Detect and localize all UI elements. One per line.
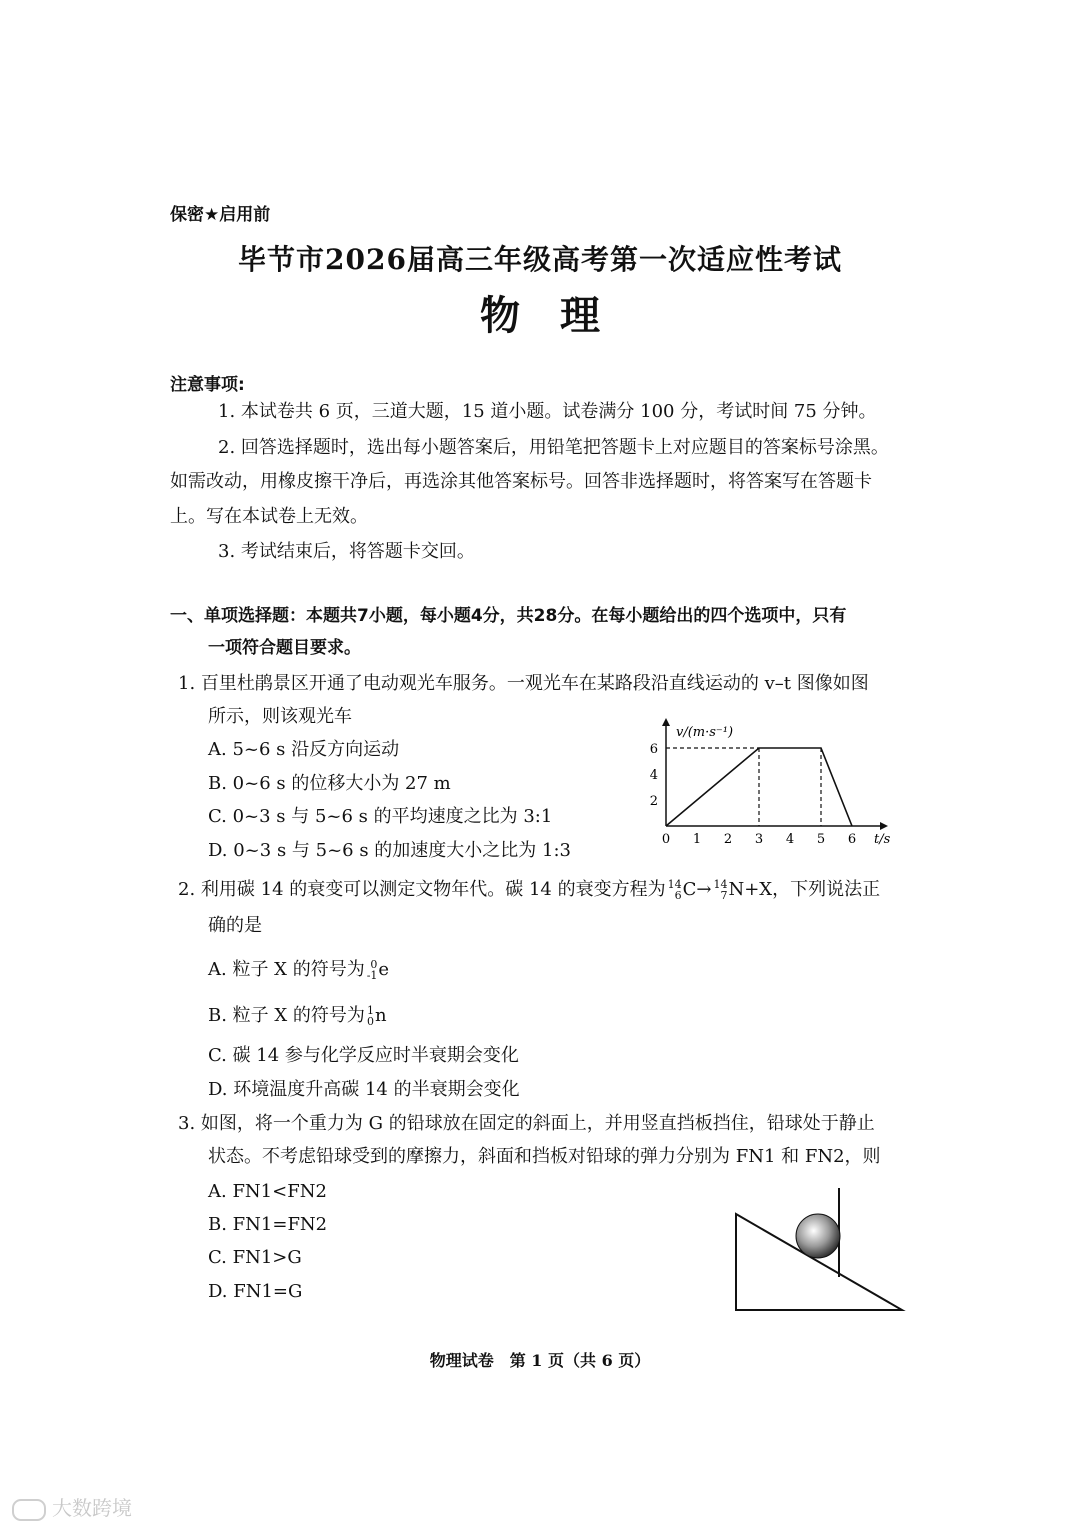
electron-charge-number: -1: [366, 969, 378, 982]
q2-stem-text-end: ，下列说法正: [772, 879, 881, 900]
watermark-logo-icon: [12, 1499, 46, 1521]
carbon-isotope-numbers: [668, 879, 682, 901]
neutron-numbers: [367, 1005, 374, 1027]
q2-stem-line-2: 确的是: [208, 915, 262, 936]
x-tick-label: 5: [816, 832, 826, 847]
notice-item-2-line-2: 如需改动，用橡皮擦干净后，再选涂其他答案标号。回答非选择题时，将答案写在答题卡: [170, 471, 872, 492]
nitrogen-isotope-numbers: [713, 879, 727, 901]
x-tick-label: 6: [847, 832, 857, 847]
q3-option-c: C. FN1>G: [208, 1247, 302, 1268]
page-footer: 物理试卷 第 1 页（共 6 页）: [429, 1351, 651, 1370]
y-tick-label: 6: [649, 742, 658, 757]
q1-option-b: B. 0~6 s 的位移大小为 27 m: [208, 773, 451, 794]
q3-stem-line-1: 3. 如图，将一个重力为 G 的铅球放在固定的斜面上，并用竖直挡板挡住，铅球处于静止: [178, 1113, 875, 1134]
q2-option-c: C. 碳 14 参与化学反应时半衰期会变化: [208, 1045, 519, 1066]
confidential-mark: 保密★启用前: [170, 205, 271, 225]
subject-title: 物理: [480, 292, 640, 339]
carbon-symbol: C: [682, 879, 697, 900]
x-tick-label: 4: [785, 832, 795, 847]
carbon-mass-number: 14: [667, 878, 682, 891]
exam-title: 毕节市2026届高三年级高考第一次适应性考试: [238, 243, 842, 276]
nitrogen-symbol: N: [728, 879, 745, 900]
y-axis-arrow: [662, 718, 670, 726]
q3-option-d: D. FN1=G: [208, 1281, 303, 1302]
neutron-mass-number: 1: [366, 1004, 374, 1017]
q1-stem-line-1: 1. 百里杜鹃景区开通了电动观光车服务。一观光车在某路段沿直线运动的 v–t 图像如图: [178, 673, 869, 694]
x-tick-label: 0: [661, 832, 671, 847]
q2-option-d: D. 环境温度升高碳 14 的半衰期会变化: [208, 1079, 520, 1100]
q1-option-c: C. 0~3 s 与 5~6 s 的平均速度之比为 3:1: [208, 806, 553, 827]
reaction-arrow: →: [696, 879, 712, 900]
watermark-text: 大数跨境: [52, 1496, 132, 1520]
watermark: [12, 1492, 132, 1521]
equation-tail: +X: [744, 879, 773, 900]
q2-option-a: [208, 958, 389, 982]
q1-option-d: D. 0~3 s 与 5~6 s 的加速度大小之比为 1:3: [208, 840, 571, 861]
notice-item-2-line-1: 2. 回答选择题时，选出每小题答案后，用铅笔把答题卡上对应题目的答案标号涂黑。: [218, 437, 889, 458]
notice-item-2-line-3: 上。写在本试卷上无效。: [170, 506, 368, 527]
neutron-charge-number: 0: [366, 1015, 374, 1028]
x-tick-label: 3: [754, 832, 764, 847]
q1-option-a: A. 5~6 s 沿反方向运动: [208, 739, 400, 760]
q3-option-b: B. FN1=FN2: [208, 1214, 328, 1235]
incline-diagram: [720, 1180, 920, 1320]
nitrogen-mass-number: 14: [713, 878, 728, 891]
electron-symbol: e: [378, 959, 390, 980]
q3-stem-line-2: 状态。不考虑铅球受到的摩擦力，斜面和挡板对铅球的弹力分别为 FN1 和 FN2，则: [208, 1146, 881, 1167]
notice-heading: 注意事项:: [170, 375, 245, 395]
vt-chart: [640, 712, 900, 852]
electron-mass-number: 0: [370, 958, 378, 971]
x-axis-arrow: [880, 822, 888, 830]
notice-item-3: 3. 考试结束后，将答题卡交回。: [218, 541, 475, 562]
x-tick-label: 2: [723, 832, 733, 847]
q2-option-b: [208, 1004, 387, 1028]
carbon-atomic-number: 6: [674, 889, 682, 902]
section-heading-line-1: 一、单项选择题：本题共7小题，每小题4分，共28分。在每小题给出的四个选项中，只有: [170, 606, 847, 626]
q2-option-a-text: A. 粒子 X 的符号为: [208, 959, 365, 980]
q1-stem-line-2: 所示，则该观光车: [208, 706, 352, 727]
x-tick-label: 1: [692, 832, 702, 847]
nitrogen-atomic-number: 7: [720, 889, 728, 902]
q2-option-b-text: B. 粒子 X 的符号为: [208, 1005, 365, 1026]
q3-option-a: A. FN1<FN2: [208, 1181, 327, 1202]
q2-stem-text: 2. 利用碳 14 的衰变可以测定文物年代。碳 14 的衰变方程为: [178, 879, 666, 900]
electron-numbers: [367, 959, 378, 981]
y-tick-label: 2: [649, 794, 658, 809]
y-axis-label: v/(m·s⁻¹): [676, 725, 734, 740]
x-axis-label: t/s: [874, 832, 891, 847]
q2-stem-line-1: [178, 878, 880, 902]
notice-item-1: 1. 本试卷共 6 页，三道大题，15 道小题。试卷满分 100 分，考试时间 75 分钟。: [218, 401, 877, 422]
lead-ball: [796, 1214, 840, 1258]
y-tick-label: 4: [649, 768, 658, 783]
section-heading-line-2: 一项符合题目要求。: [208, 638, 361, 658]
neutron-symbol: n: [374, 1005, 387, 1026]
